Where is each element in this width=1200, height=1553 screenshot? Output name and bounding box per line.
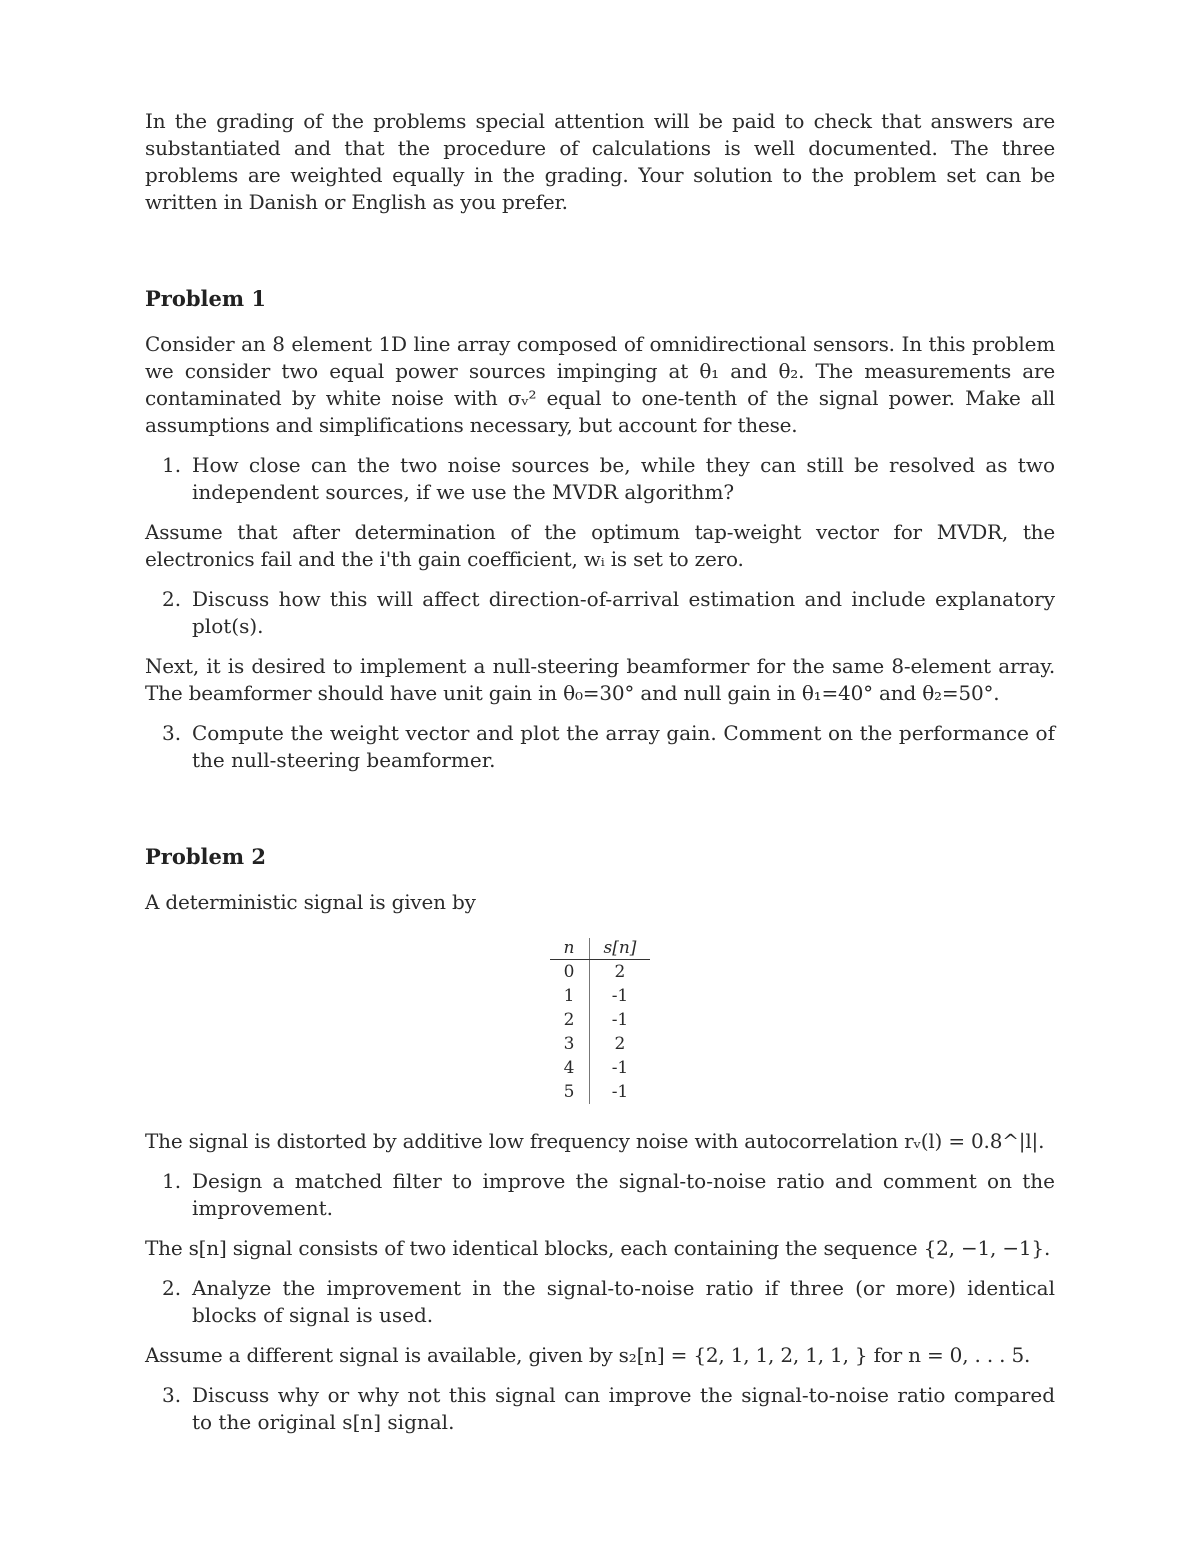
problem-1-question-3: 3. Compute the weight vector and plot the array gain. Comment on the performance of the null-steering beamformer. (162, 721, 1055, 772)
document-page (145, 108, 1055, 1449)
intro-paragraph: In the grading of the problems special attention will be paid to check that answers are substantiated and that the procedure of calculations is well documented. The three problems are weighted equally in the grading. Your solution to the problem set can be written in Danish or English as you prefer. (145, 109, 1055, 214)
list-number: 2. (162, 1276, 182, 1300)
list-number: 1. (162, 453, 182, 477)
problem-1-question-1: 1. How close can the two noise sources be, while they can still be resolved as two independent sources, if we use the MVDR algorithm? (162, 453, 1055, 504)
problem-2-list-a (145, 1168, 1055, 1222)
problem-2-question-2: 2. Analyze the improvement in the signal-to-noise ratio if three (or more) identical blocks of signal is used. (162, 1276, 1055, 1327)
list-number: 3. (162, 1383, 182, 1407)
table-row: 4 -1 (550, 1056, 651, 1080)
list-number: 2. (162, 587, 182, 611)
problem-1-question-2: 2. Discuss how this will affect direction-of-arrival estimation and include explanatory plot(s). (162, 587, 1055, 638)
problem-2-paragraph-3: The s[n] signal consists of two identical blocks, each containing the sequence {2, −1, −1}. (145, 1236, 1051, 1260)
problem-2-paragraph-1: A deterministic signal is given by (145, 890, 476, 914)
table-row: 1 -1 (550, 984, 651, 1008)
table-header-n: n (550, 938, 589, 960)
signal-table (550, 938, 651, 1104)
problem-2-paragraph-4: Assume a different signal is available, given by s₂[n] = {2, 1, 1, 2, 1, 1, } for n = 0, . . . 5. (145, 1343, 1031, 1367)
problem-1-section (145, 286, 1055, 774)
problem-1-title: Problem 1 (145, 286, 267, 311)
problem-2-list-b (145, 1275, 1055, 1329)
problem-1-list-b (145, 586, 1055, 640)
list-number: 3. (162, 721, 182, 745)
problem-2-title: Problem 2 (145, 844, 267, 869)
problem-2-question-1: 1. Design a matched filter to improve the signal-to-noise ratio and comment on the improvement. (162, 1169, 1055, 1220)
problem-1-list-a (145, 452, 1055, 506)
problem-2-list-c (145, 1382, 1055, 1436)
table-row: 3 2 (550, 1032, 651, 1056)
problem-1-paragraph-1: Consider an 8 element 1D line array composed of omnidirectional sensors. In this problem we consider two equal power sources impinging at θ₁ and θ₂. The measurements are contaminated by white noise with σᵥ² equal to one-tenth of the signal power. Make all assumptions and simplifications necessary, but account for these. (145, 332, 1055, 437)
list-number: 1. (162, 1169, 182, 1193)
table-row: 5 -1 (550, 1080, 651, 1104)
problem-1-paragraph-3: Next, it is desired to implement a null-steering beamformer for the same 8-element array. The beamformer should have unit gain in θ₀=30° and null gain in θ₁=40° and θ₂=50°. (145, 654, 1055, 705)
problem-2-section (145, 844, 1055, 1436)
problem-2-paragraph-2: The signal is distorted by additive low frequency noise with autocorrelation rᵥ(l) = 0.8^|l|. (145, 1129, 1045, 1153)
problem-1-list-c (145, 720, 1055, 774)
table-header-sn: s[n] (589, 938, 650, 960)
table-row: 2 -1 (550, 1008, 651, 1032)
problem-2-question-3: 3. Discuss why or why not this signal can improve the signal-to-noise ratio compared to the original s[n] signal. (162, 1383, 1055, 1434)
table-row: 0 2 (550, 960, 651, 985)
problem-1-paragraph-2: Assume that after determination of the optimum tap-weight vector for MVDR, the electronics fail and the i'th gain coefficient, wᵢ is set to zero. (145, 520, 1055, 571)
